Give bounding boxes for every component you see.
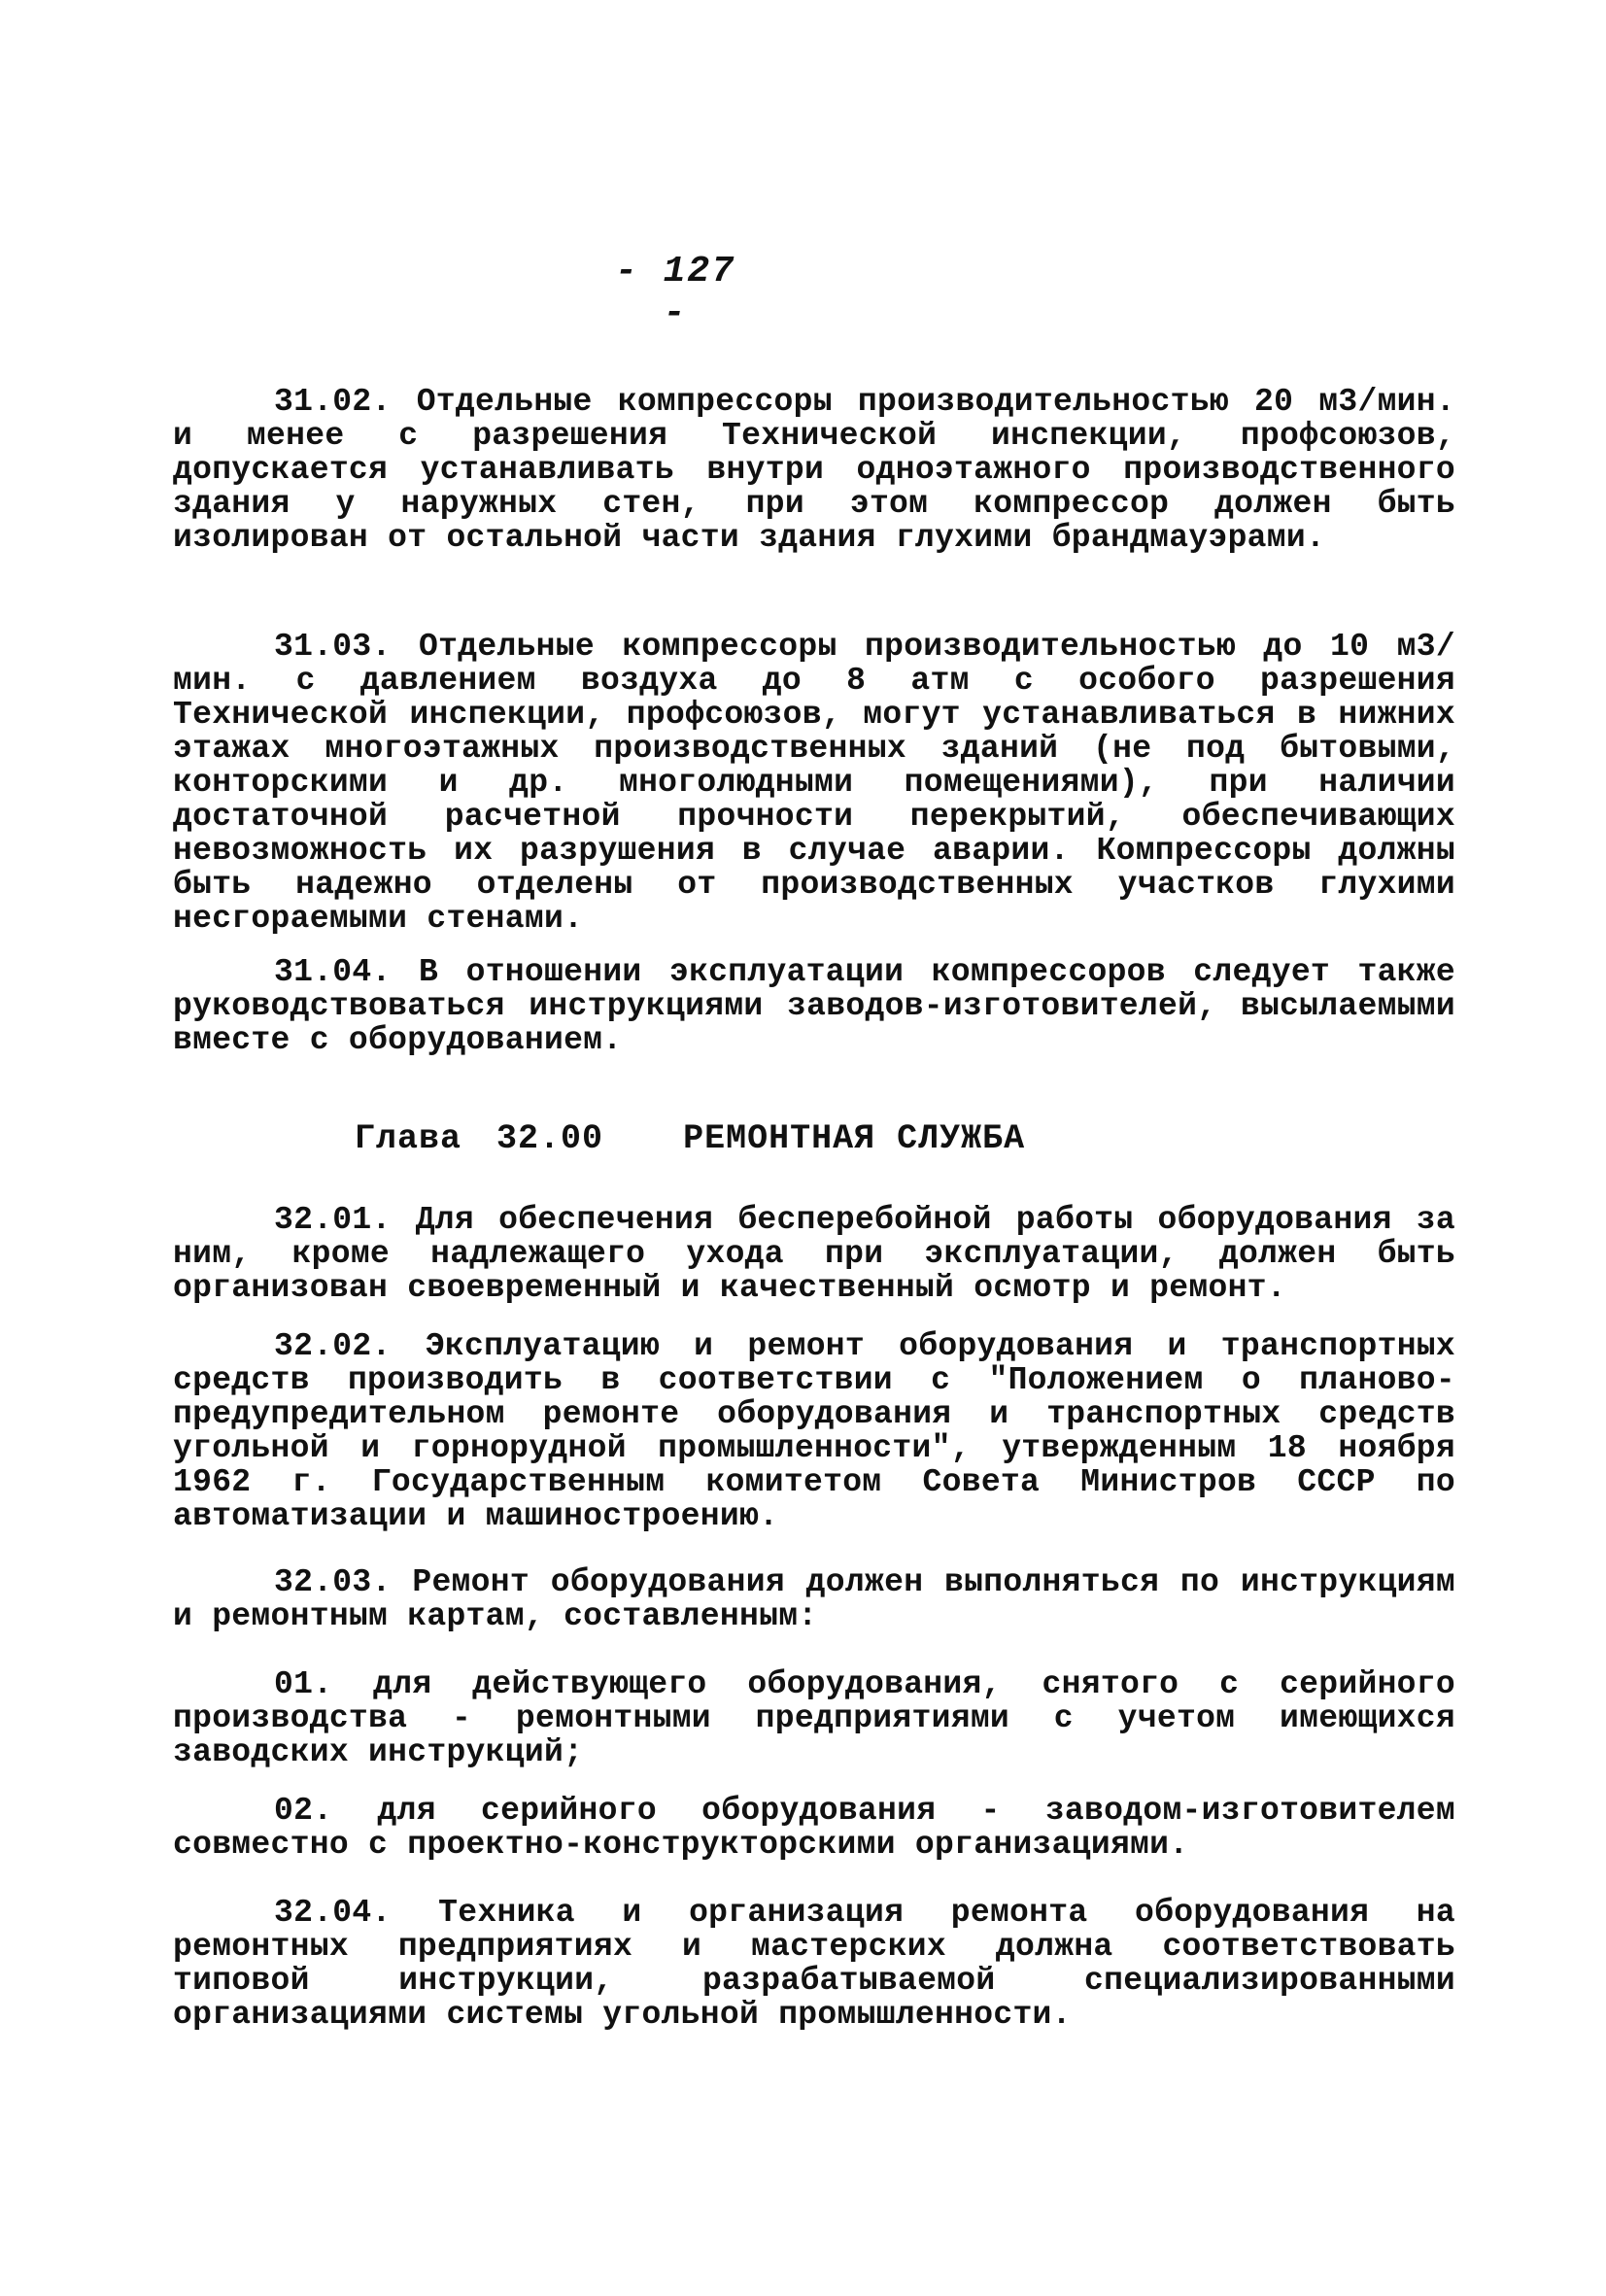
chapter-heading — [355, 1119, 1423, 1158]
paragraph-31-03: 31.03. Отдельные компрессоры производительностью до 10 м3/мин. с давлением воздуха до 8 атм с особого разрешения Технической инспекции, профсоюзов, могут устанавливаться в нижних этажах многоэтажных производственных зданий (не под бытовыми, конторскими и др. многолюдными помещениями), при наличии достаточной расчетной прочности перекрытий, обеспечивающих невозможность их разрушения в случае аварии. Компрессоры должны быть надежно отделены от производственных участков глухими несгораемыми стенами. — [173, 629, 1455, 937]
subitem-02: 02. для серийного оборудования - заводом-изготовителем совместно с проектно-конструкторскими организациями. — [173, 1793, 1455, 1863]
subitem-01: 01. для действующего оборудования, снятого с серийного производства - ремонтными предприятиями с учетом имеющихся заводских инструкций; — [173, 1666, 1455, 1770]
paragraph-31-02: 31.02. Отдельные компрессоры производительностью 20 м3/мин. и менее с разрешения Технической инспекции, профсоюзов, допускается устанавливать внутри одноэтажного производственного здания у наружных стен, при этом компрессор должен быть изолирован от остальной части здания глухими брандмауэрами. — [173, 384, 1455, 556]
paragraph-32-03: 32.03. Ремонт оборудования должен выполняться по инструкциям и ремонтным картам, составленным: — [173, 1564, 1455, 1634]
chapter-number: 32.00 — [496, 1119, 604, 1158]
paragraph-32-01: 32.01. Для обеспечения бесперебойной работы оборудования за ним, кроме надлежащего ухода при эксплуатации, должен быть организован своевременный и качественный осмотр и ремонт. — [173, 1202, 1455, 1306]
paragraph-32-02: 32.02. Эксплуатацию и ремонт оборудования и транспортных средств производить в соответствии с "Положением о планово-предупредительном ремонте оборудования и транспортных средств угольной и горнорудной промышленности", утвержденным 18 ноября 1962 г. Государственным комитетом Совета Министров СССР по автоматизации и машиностроению. — [173, 1328, 1455, 1534]
chapter-prefix: Глава — [355, 1119, 462, 1158]
paragraph-32-04: 32.04. Техника и организация ремонта оборудования на ремонтных предприятиях и мастерских должна соответствовать типовой инструкции, разрабатываемой специализированными организациями системы угольной промышленности. — [173, 1895, 1455, 2033]
page-number: - 127 - — [614, 251, 736, 334]
chapter-title: РЕМОНТНАЯ СЛУЖБА — [683, 1119, 1026, 1158]
paragraph-31-04: 31.04. В отношении эксплуатации компрессоров следует также руководствоваться инструкциями заводов-изготовителей, высылаемыми вместе с оборудованием. — [173, 954, 1455, 1058]
